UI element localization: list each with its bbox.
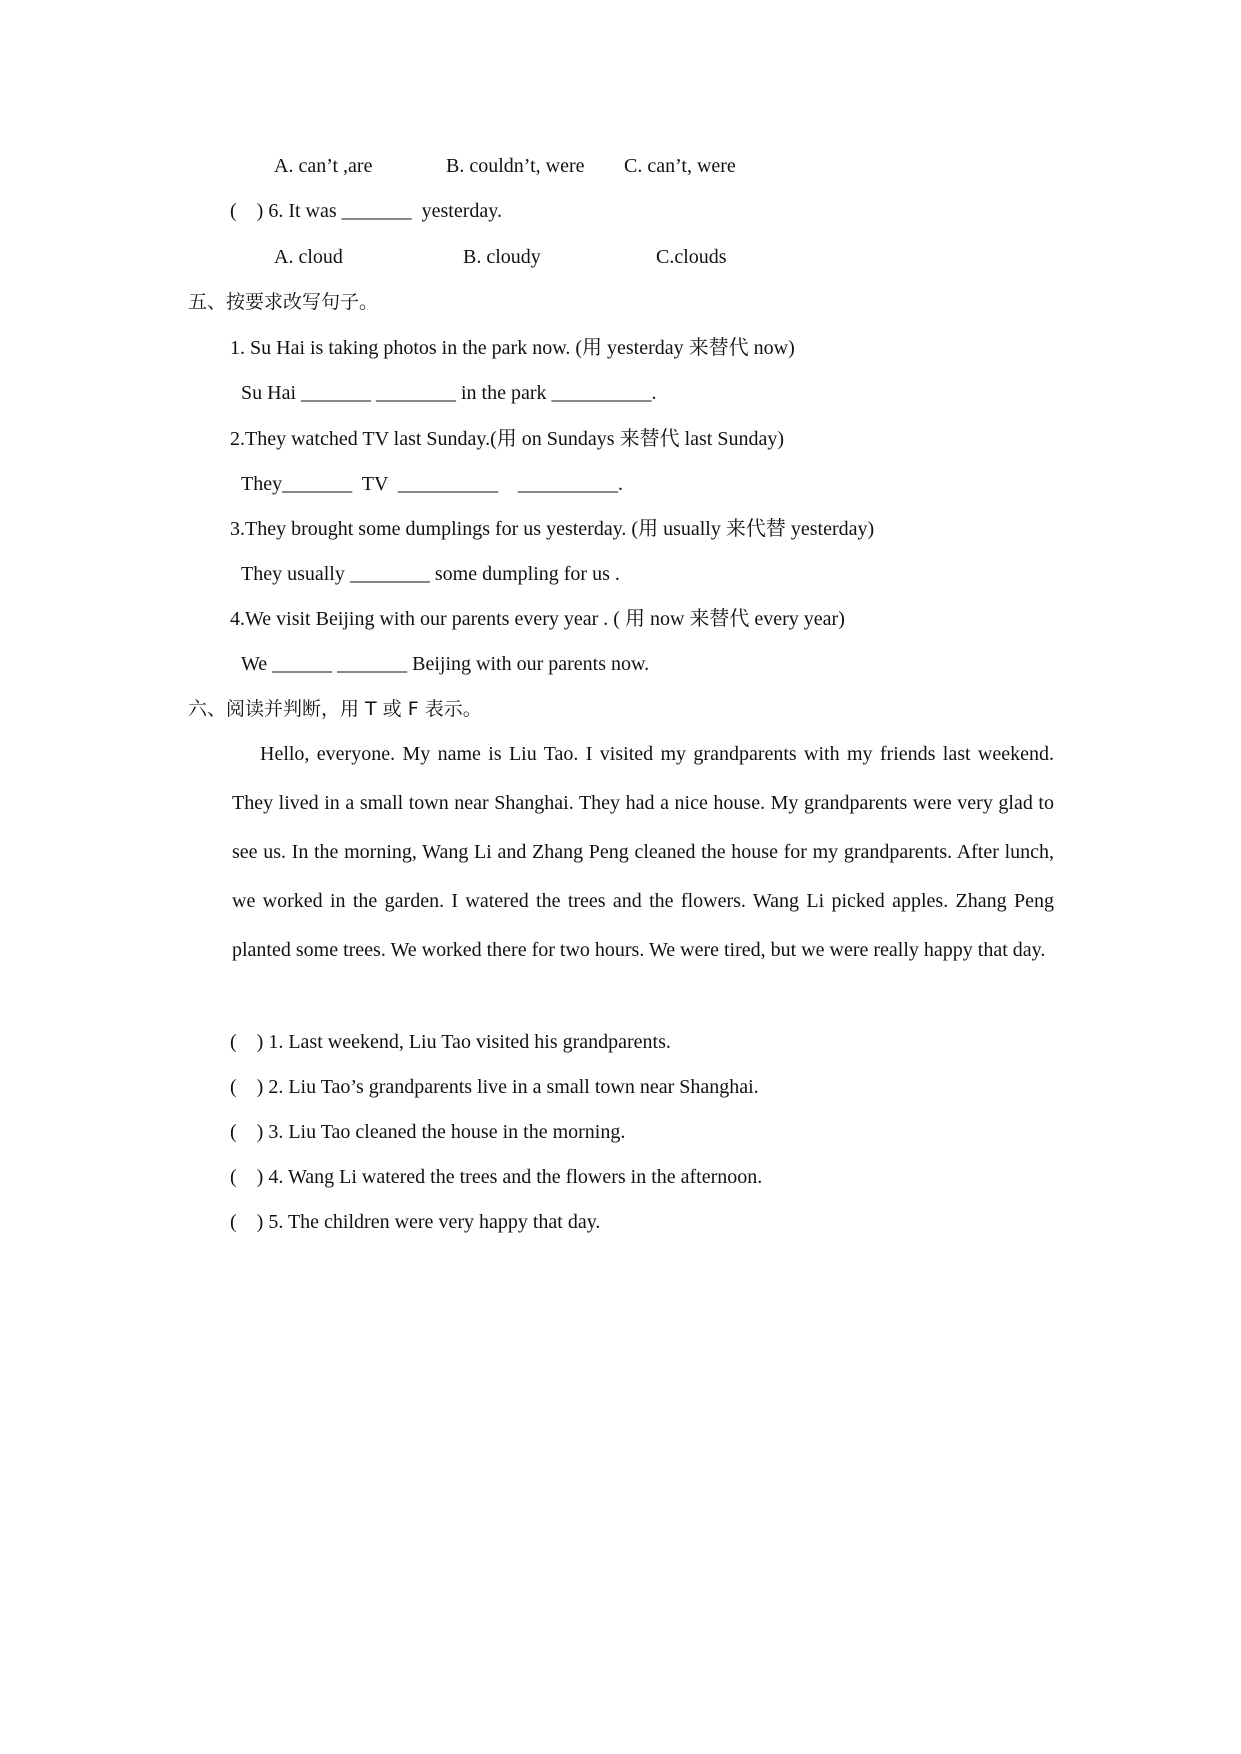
rewrite-2-answer: They_______ TV __________ __________.: [241, 473, 624, 495]
q6-option-b: B. cloudy: [463, 246, 541, 268]
q5-option-c: C. can’t, were: [624, 155, 736, 177]
q5-option-b: B. couldn’t, were: [446, 155, 585, 177]
section6-heading: 六、阅读并判断，用 T 或 F 表示。: [188, 698, 482, 720]
statement-2: ( ) 2. Liu Tao’s grandparents live in a small town near Shanghai.: [230, 1076, 759, 1098]
rewrite-4-answer: We ______ _______ Beijing with our parents now.: [241, 653, 650, 675]
statement-3: ( ) 3. Liu Tao cleaned the house in the morning.: [230, 1121, 626, 1143]
statement-4: ( ) 4. Wang Li watered the trees and the flowers in the afternoon.: [230, 1166, 763, 1188]
statement-1: ( ) 1. Last weekend, Liu Tao visited his grandparents.: [230, 1031, 671, 1053]
statement-5: ( ) 5. The children were very happy that day.: [230, 1211, 601, 1233]
rewrite-2-prompt: 2.They watched TV last Sunday.(用 on Sundays 来替代 last Sunday): [230, 428, 785, 450]
rewrite-1-answer: Su Hai _______ ________ in the park __________.: [241, 382, 657, 404]
rewrite-3-prompt: 3.They brought some dumplings for us yesterday. (用 usually 来代替 yesterday): [230, 518, 875, 540]
rewrite-3-answer: They usually ________ some dumpling for us .: [241, 563, 620, 585]
q6-option-a: A. cloud: [274, 246, 343, 268]
q5-option-a: A. can’t ,are: [274, 155, 373, 177]
reading-passage: Hello, everyone. My name is Liu Tao. I visited my grandparents with my friends last weekend. They lived in a small town near Shanghai. They had a nice house. My grandparents were very glad to see us. In the morning, Wang Li and Zhang Peng cleaned the house for my grandparents. After lunch, we worked in the garden. I watered the trees and the flowers. Wang Li picked apples. Zhang Peng planted some trees. We worked there for two hours. We were tired, but we were really happy that day.: [232, 743, 1054, 961]
rewrite-4-prompt: 4.We visit Beijing with our parents every year . ( 用 now 来替代 every year): [230, 608, 845, 630]
section5-heading: 五、按要求改写句子。: [188, 291, 379, 313]
rewrite-1-prompt: 1. Su Hai is taking photos in the park now. (用 yesterday 来替代 now): [230, 337, 795, 359]
q6-stem: ( ) 6. It was _______ yesterday.: [230, 200, 502, 222]
q6-option-c: C.clouds: [656, 246, 727, 268]
